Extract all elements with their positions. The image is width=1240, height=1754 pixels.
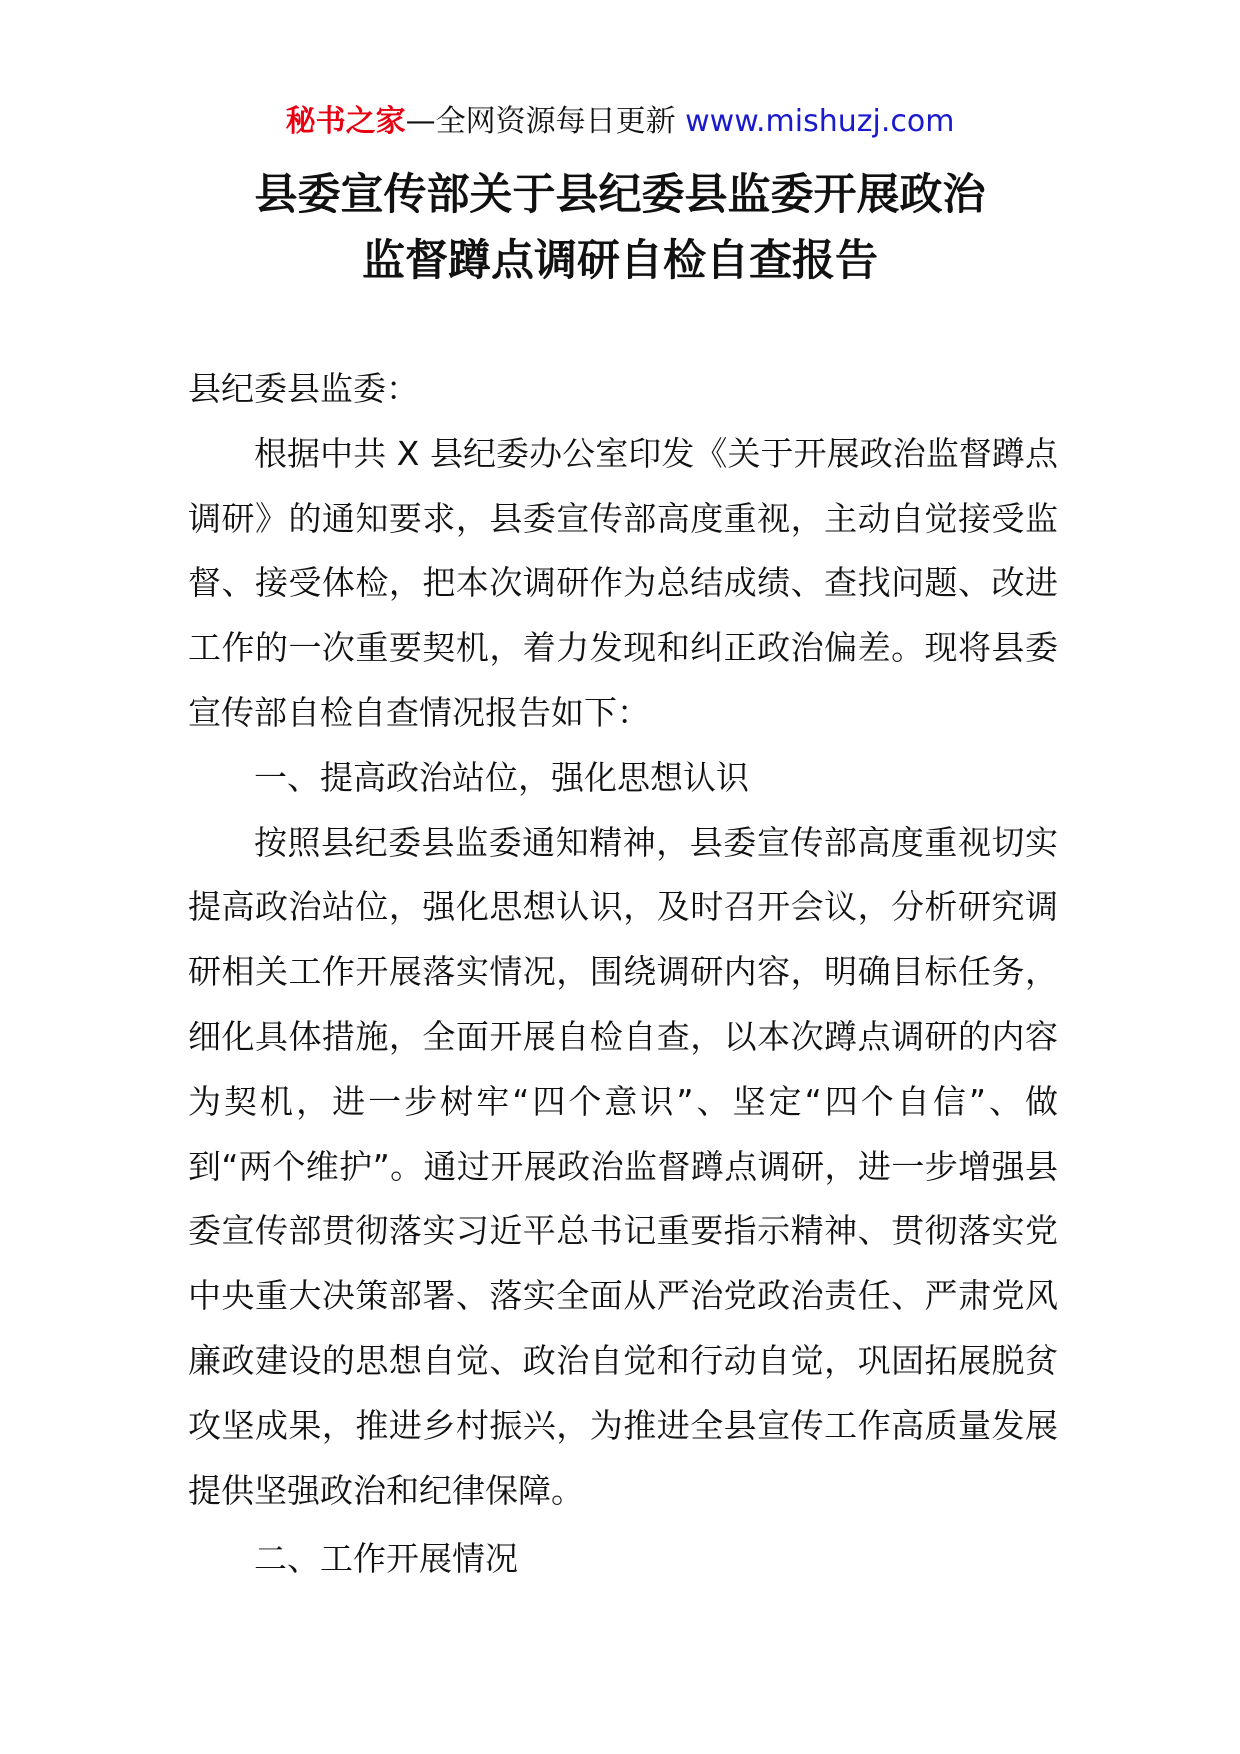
document-title xyxy=(0,162,1240,294)
site-url-link[interactable]: www.mishuzj.com xyxy=(685,104,955,139)
document-body xyxy=(188,357,1058,1592)
title-line-1: 县委宣传部关于县纪委县监委开展政治 xyxy=(254,170,986,220)
salutation: 县纪委县监委： xyxy=(188,369,419,408)
section-heading-2: 二、工作开展情况 xyxy=(254,1539,518,1579)
site-header xyxy=(0,100,1240,144)
paragraph-intro: 根据中共 X 县纪委办公室印发《关于开展政治监督蹲点调研》的通知要求，县委宣传部高度重视，主动自觉接受监督、接受体检，把本次调研作为总结成绩、查找问题、改进工作的一次重要契机，着力发现和纠正政治偏差。现将县委宣传部自检自查情况报告如下： xyxy=(188,433,1058,732)
title-line-2: 监督蹲点调研自检自查报告 xyxy=(362,236,878,286)
section-heading-1: 一、提高政治站位，强化思想认识 xyxy=(254,757,749,797)
brand-name: 秘书之家 xyxy=(285,104,406,139)
header-tagline: —全网资源每日更新 xyxy=(405,104,686,139)
paragraph-section-1: 按照县纪委县监委通知精神，县委宣传部高度重视切实提高政治站位，强化思想认识，及时召开会议，分析研究调研相关工作开展落实情况，围绕调研内容，明确目标任务，细化具体措施，全面开展自检自查，以本次蹲点调研的内容为契机，进一步树牢“四个意识”、坚定“四个自信”、做到“两个维护”。通过开展政治监督蹲点调研，进一步增强县委宣传部贯彻落实习近平总书记重要指示精神、贯彻落实党中央重大决策部署、落实全面从严治党政治责任、严肃党风廉政建设的思想自觉、政治自觉和行动自觉，巩固拓展脱贫攻坚成果，推进乡村振兴，为推进全县宣传工作高质量发展提供坚强政治和纪律保障。 xyxy=(188,822,1058,1510)
